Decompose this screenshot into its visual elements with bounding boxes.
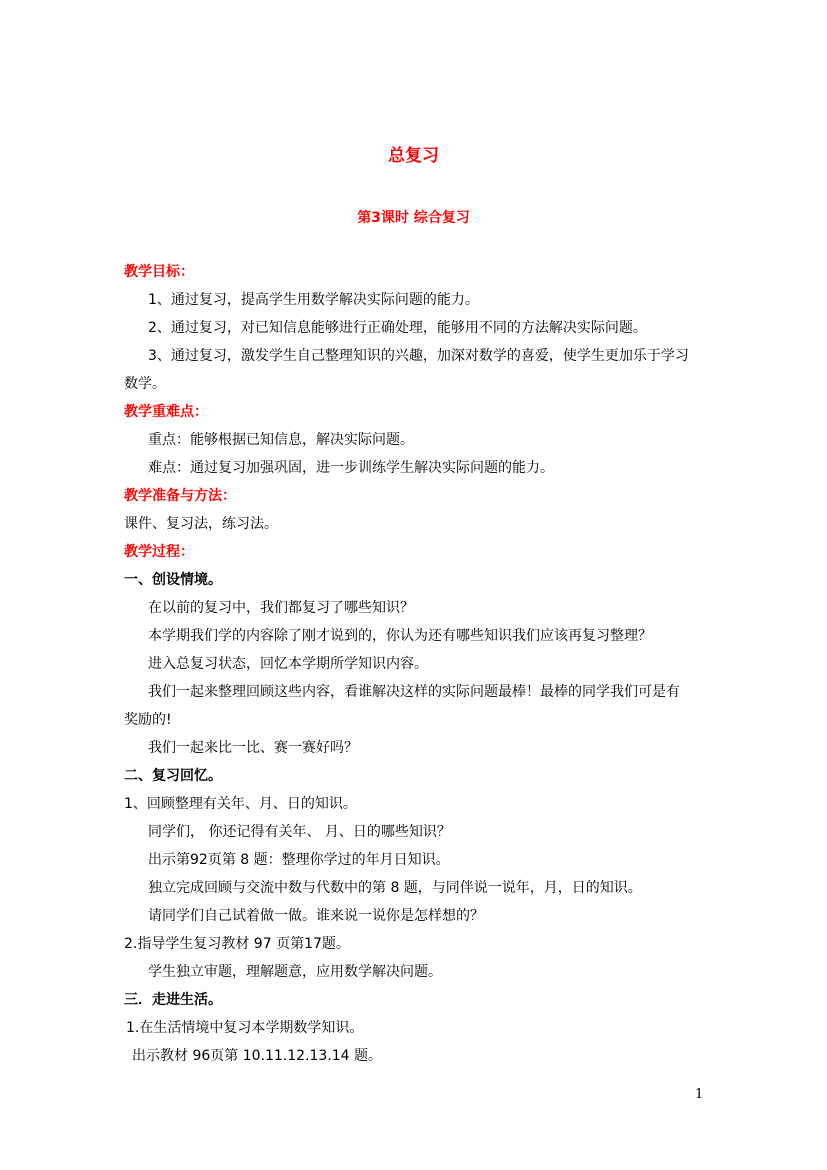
- key-point: 重点：能够根据已知信息，解决实际问题。: [148, 432, 414, 448]
- part2-item1-line: 同学们， 你还记得有关年、 月、日的哪些知识？: [148, 824, 451, 840]
- goal-item-continued: 数学。: [124, 376, 166, 392]
- key-points-heading: 教学重难点：: [124, 404, 208, 420]
- part1-line-continued: 奖励的!: [124, 712, 172, 728]
- part3-heading: 三．走进生活。: [124, 992, 222, 1008]
- part1-line: 我们一起来比一比、赛一赛好吗？: [148, 740, 358, 756]
- process-heading: 教学过程：: [124, 544, 194, 560]
- part2-item2: 2.指导学生复习教材 97 页第17题。: [124, 936, 350, 952]
- preparation-heading: 教学准备与方法：: [124, 488, 236, 504]
- lesson-subtitle: 第3课时 综合复习: [357, 210, 470, 226]
- goal-item: 1、通过复习，提高学生用数学解决实际问题的能力。: [148, 292, 479, 308]
- page-number: 1: [695, 1087, 704, 1102]
- document-body: [124, 258, 704, 1070]
- part3-item1: 1.在生活情境中复习本学期数学知识。: [126, 1020, 364, 1036]
- preparation-text: 课件、复习法，练习法。: [124, 516, 278, 532]
- part3-item1-line: 出示教材 96页第 10.11.12.13.14 题。: [132, 1048, 383, 1064]
- part2-item1: 1、回顾整理有关年、月、日的知识。: [124, 796, 357, 812]
- part2-item1-line: 独立完成回顾与交流中数与代数中的第 8 题，与同伴说一说年，月，日的知识。: [148, 880, 642, 896]
- part1-line: 我们一起来整理回顾这些内容，看谁解决这样的实际问题最棒！最棒的同学我们可是有: [148, 684, 680, 700]
- part2-item1-line: 请同学们自己试着做一做。谁来说一说你是怎样想的？: [148, 908, 484, 924]
- part2-item2-line: 学生独立审题，理解题意，应用数学解决问题。: [148, 964, 442, 980]
- difficult-point: 难点：通过复习加强巩固，进一步训练学生解决实际问题的能力。: [148, 460, 554, 476]
- part1-line: 本学期我们学的内容除了刚才说到的，你认为还有哪些知识我们应该再复习整理？: [148, 628, 652, 644]
- document-title: 总复习: [388, 146, 439, 166]
- part1-heading: 一、创设情境。: [124, 572, 222, 588]
- goal-item: 3、通过复习，激发学生自己整理知识的兴趣，加深对数学的喜爱，使学生更加乐于学习: [148, 348, 689, 364]
- part1-line: 在以前的复习中，我们都复习了哪些知识？: [148, 600, 414, 616]
- part2-heading: 二、复习回忆。: [124, 768, 222, 784]
- part2-item1-line: 出示第92页第 8 题：整理你学过的年月日知识。: [148, 852, 450, 868]
- goals-heading: 教学目标：: [124, 264, 194, 280]
- goal-item: 2、通过复习，对已知信息能够进行正确处理，能够用不同的方法解决实际问题。: [148, 320, 647, 336]
- part1-line: 进入总复习状态，回忆本学期所学知识内容。: [148, 656, 428, 672]
